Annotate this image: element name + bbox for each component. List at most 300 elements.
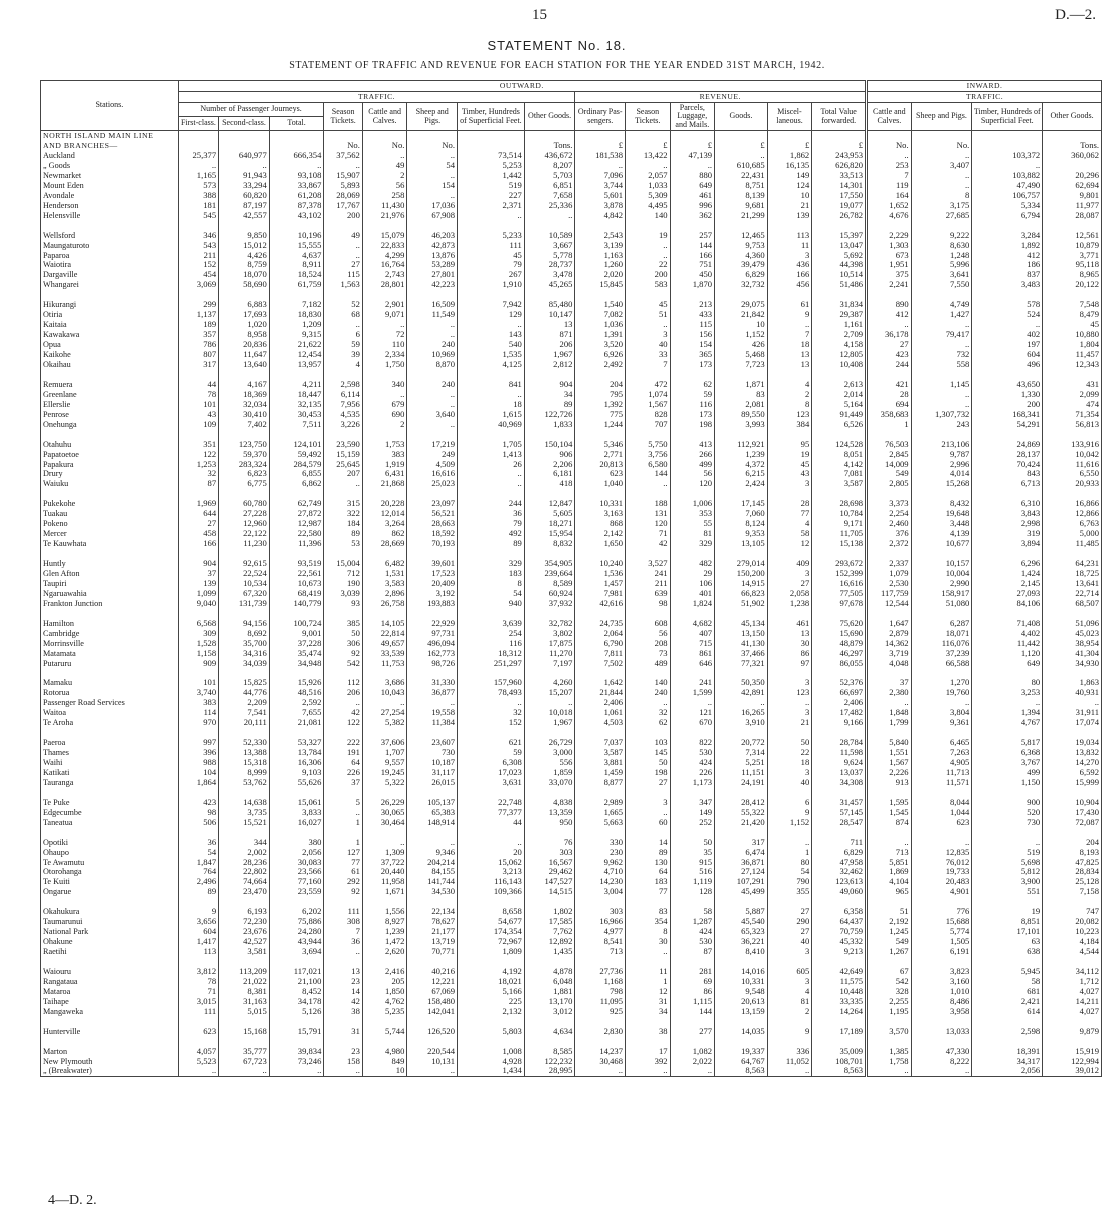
table-cell: 22,929 xyxy=(407,619,458,629)
table-row xyxy=(41,708,1102,718)
table-cell: 23,590 xyxy=(324,440,362,450)
table-cell: 329 xyxy=(458,559,525,569)
table-row xyxy=(41,410,1102,420)
table-cell: 13,359 xyxy=(524,808,575,818)
table-cell: 27 xyxy=(767,907,812,917)
table-cell xyxy=(575,788,626,798)
table-cell xyxy=(1043,370,1102,380)
table-row xyxy=(41,728,1102,738)
table-cell xyxy=(867,221,912,231)
table-cell: 861 xyxy=(670,649,715,659)
table-row xyxy=(41,201,1102,211)
table-cell: 10,880 xyxy=(1043,330,1102,340)
table-cell: 3,833 xyxy=(269,808,324,818)
table-cell: 16,764 xyxy=(362,260,407,270)
table-cell: 4,402 xyxy=(972,629,1043,639)
table-cell: 1,802 xyxy=(524,907,575,917)
table-cell: 31,834 xyxy=(812,300,867,310)
table-cell: 822 xyxy=(670,738,715,748)
table-cell: 183 xyxy=(626,877,671,887)
cattle-header: Cattle and Calves. xyxy=(362,102,407,130)
table-cell: 43,944 xyxy=(269,937,324,947)
table-cell xyxy=(219,430,270,440)
table-cell: 4 xyxy=(767,519,812,529)
table-cell: 293,672 xyxy=(812,559,867,569)
table-cell xyxy=(219,897,270,907)
table-cell: 3,744 xyxy=(575,181,626,191)
table-cell xyxy=(524,221,575,231)
table-row xyxy=(41,917,1102,927)
table-cell: 6,883 xyxy=(219,300,270,310)
table-cell: 380 xyxy=(269,838,324,848)
table-cell xyxy=(911,1037,972,1047)
table-cell: 6,763 xyxy=(1043,519,1102,529)
table-cell: 450 xyxy=(670,270,715,280)
table-cell: 121 xyxy=(670,708,715,718)
table-cell: 6,482 xyxy=(362,559,407,569)
table-cell: 18 xyxy=(767,340,812,350)
table-cell: 1,567 xyxy=(626,400,671,410)
station-name: Kaikohe xyxy=(41,350,179,360)
table-cell: 15,521 xyxy=(219,818,270,828)
table-cell: 1,006 xyxy=(670,499,715,509)
table-cell: 22,833 xyxy=(362,241,407,251)
table-cell: 13 xyxy=(524,320,575,330)
table-cell: 1,535 xyxy=(458,350,525,360)
table-cell: 148,914 xyxy=(407,818,458,828)
table-cell: 6,926 xyxy=(575,350,626,360)
station-name: Okaihau xyxy=(41,360,179,370)
table-cell: 45,332 xyxy=(812,937,867,947)
table-cell: 9,353 xyxy=(715,529,768,539)
table-cell: 3,694 xyxy=(269,947,324,957)
table-cell: 98 xyxy=(626,599,671,609)
table-cell: .. xyxy=(867,1066,912,1076)
table-cell xyxy=(269,430,324,440)
table-cell xyxy=(324,131,362,141)
table-cell: 80 xyxy=(972,678,1043,688)
table-cell: 549 xyxy=(867,937,912,947)
table-cell xyxy=(670,370,715,380)
table-cell: .. xyxy=(911,838,972,848)
table-cell xyxy=(324,430,362,440)
table-cell: 828 xyxy=(626,410,671,420)
table-cell: 45,540 xyxy=(715,917,768,927)
table-row xyxy=(41,738,1102,748)
table-cell: 21,100 xyxy=(269,977,324,987)
table-cell: 18,271 xyxy=(524,519,575,529)
table-cell: 551 xyxy=(972,887,1043,897)
table-cell: 97,731 xyxy=(407,629,458,639)
station-name: Penrose xyxy=(41,410,179,420)
table-cell xyxy=(1043,957,1102,967)
table-cell: 206 xyxy=(524,340,575,350)
table-cell: 6,592 xyxy=(1043,768,1102,778)
table-cell: 1,824 xyxy=(670,599,715,609)
table-cell: 3,163 xyxy=(575,509,626,519)
first-class-header: First-class. xyxy=(178,117,218,131)
table-cell: 127 xyxy=(324,848,362,858)
table-row xyxy=(41,260,1102,270)
station-name: Mount Eden xyxy=(41,181,179,191)
table-cell: 913 xyxy=(867,778,912,788)
table-cell xyxy=(626,1037,671,1047)
table-cell: 1,435 xyxy=(524,947,575,957)
table-cell: 68,507 xyxy=(1043,599,1102,609)
table-row xyxy=(41,519,1102,529)
table-cell xyxy=(524,1017,575,1027)
table-cell: 2 xyxy=(362,420,407,430)
table-cell xyxy=(1043,1037,1102,1047)
table-cell: 5,744 xyxy=(362,1027,407,1037)
table-cell: 220,544 xyxy=(407,1047,458,1057)
table-cell: 8,541 xyxy=(575,937,626,947)
table-cell: 50 xyxy=(626,758,671,768)
table-cell: 1,244 xyxy=(575,420,626,430)
station-name xyxy=(41,489,179,499)
table-cell: 10,677 xyxy=(911,539,972,549)
table-cell: 19,733 xyxy=(911,867,972,877)
table-cell: 1,665 xyxy=(575,808,626,818)
table-row xyxy=(41,529,1102,539)
table-cell: 8,965 xyxy=(1043,270,1102,280)
table-cell: 9 xyxy=(178,907,218,917)
table-cell: 18,021 xyxy=(458,977,525,987)
table-cell: 18,830 xyxy=(269,310,324,320)
table-cell: 8,193 xyxy=(1043,848,1102,858)
table-cell: 47,958 xyxy=(812,858,867,868)
table-cell: 1,417 xyxy=(178,937,218,947)
table-cell: 21 xyxy=(767,201,812,211)
table-cell: .. xyxy=(626,241,671,251)
table-cell: 412 xyxy=(972,251,1043,261)
table-cell: 13 xyxy=(324,967,362,977)
table-cell: 3 xyxy=(767,251,812,261)
table-cell: 23,470 xyxy=(219,887,270,897)
table-cell: 712 xyxy=(324,569,362,579)
table-cell: 17 xyxy=(626,1047,671,1057)
table-cell: 1,309 xyxy=(362,848,407,858)
table-cell: 9,103 xyxy=(269,768,324,778)
table-cell: 188 xyxy=(626,499,671,509)
table-row xyxy=(41,619,1102,629)
table-cell: 3,993 xyxy=(715,420,768,430)
table-cell: 144 xyxy=(670,241,715,251)
table-cell: 7,158 xyxy=(1043,887,1102,897)
table-cell: 2,620 xyxy=(362,947,407,957)
table-cell: 36,877 xyxy=(407,688,458,698)
table-cell xyxy=(812,549,867,559)
table-cell xyxy=(767,489,812,499)
table-cell: 4,682 xyxy=(670,619,715,629)
table-cell: 317 xyxy=(715,838,768,848)
station-name: Whangarei xyxy=(41,280,179,290)
table-cell: 86 xyxy=(670,987,715,997)
table-cell: 7,502 xyxy=(575,659,626,669)
table-cell: 13,105 xyxy=(715,539,768,549)
table-cell: 904 xyxy=(524,380,575,390)
station-name: Ohaupo xyxy=(41,848,179,858)
table-cell xyxy=(626,430,671,440)
table-cell xyxy=(972,141,1043,151)
table-cell: 7,096 xyxy=(575,171,626,181)
table-cell: 184 xyxy=(324,519,362,529)
station-name: Auckland xyxy=(41,151,179,161)
table-cell: 3,483 xyxy=(972,280,1043,290)
table-cell: 281 xyxy=(670,967,715,977)
table-cell: 38 xyxy=(626,1027,671,1037)
table-cell: 11,151 xyxy=(715,768,768,778)
table-cell: 5,253 xyxy=(458,161,525,171)
table-cell: 2,845 xyxy=(867,450,912,460)
table-cell: 4,509 xyxy=(407,460,458,470)
table-cell: 98 xyxy=(178,808,218,818)
station-name xyxy=(41,788,179,798)
table-cell: 16,616 xyxy=(812,579,867,589)
table-cell: 173 xyxy=(670,410,715,420)
table-cell: 130 xyxy=(626,858,671,868)
table-cell: 6,191 xyxy=(911,947,972,957)
table-cell: 87 xyxy=(178,479,218,489)
table-cell: 8 xyxy=(767,400,812,410)
table-row xyxy=(41,1066,1102,1076)
table-cell: 8,207 xyxy=(524,161,575,171)
table-cell: 21,081 xyxy=(269,718,324,728)
table-cell xyxy=(715,609,768,619)
table-row xyxy=(41,310,1102,320)
table-cell: 190 xyxy=(324,579,362,589)
table-cell: 358,683 xyxy=(867,410,912,420)
table-cell xyxy=(767,290,812,300)
table-cell xyxy=(812,668,867,678)
table-cell: 20,296 xyxy=(1043,171,1102,181)
table-cell: 24,191 xyxy=(715,778,768,788)
table-cell: .. xyxy=(458,390,525,400)
station-name: Pukekohe xyxy=(41,499,179,509)
station-name: Cambridge xyxy=(41,629,179,639)
table-cell: 166 xyxy=(767,270,812,280)
table-cell: 3,015 xyxy=(178,997,218,1007)
table-cell: 347 xyxy=(670,798,715,808)
table-cell: 322 xyxy=(324,509,362,519)
table-cell xyxy=(715,489,768,499)
table-cell: 10,018 xyxy=(524,708,575,718)
table-cell: 2,145 xyxy=(972,579,1043,589)
table-cell: 1,044 xyxy=(911,808,972,818)
table-cell xyxy=(972,668,1043,678)
table-row xyxy=(41,251,1102,261)
table-cell: 63 xyxy=(972,937,1043,947)
table-cell: 13,957 xyxy=(269,360,324,370)
table-cell xyxy=(715,897,768,907)
table-cell: 65,383 xyxy=(407,808,458,818)
table-cell: 12,014 xyxy=(362,509,407,519)
table-cell: 122,232 xyxy=(524,1057,575,1067)
table-cell: 149 xyxy=(670,808,715,818)
table-cell: 16,866 xyxy=(1043,499,1102,509)
table-cell xyxy=(767,131,812,141)
table-cell: 7,081 xyxy=(812,469,867,479)
table-cell: 86,055 xyxy=(812,659,867,669)
table-cell: 7,037 xyxy=(575,738,626,748)
table-cell xyxy=(362,430,407,440)
table-cell: 1,536 xyxy=(575,569,626,579)
table-cell xyxy=(362,828,407,838)
table-cell: .. xyxy=(219,1066,270,1076)
table-cell: 1,245 xyxy=(867,927,912,937)
table-cell: 51 xyxy=(867,907,912,917)
table-body xyxy=(41,131,1102,1077)
table-cell: .. xyxy=(524,211,575,221)
table-row xyxy=(41,818,1102,828)
total-journeys-header: Total. xyxy=(269,117,324,131)
station-name: „ (Breakwater) xyxy=(41,1066,179,1076)
table-cell: 3,139 xyxy=(575,241,626,251)
table-cell: 5,774 xyxy=(911,927,972,937)
table-cell: 46,203 xyxy=(407,231,458,241)
table-cell: 61 xyxy=(324,867,362,877)
table-cell: 3,767 xyxy=(972,758,1043,768)
table-cell: 542 xyxy=(324,659,362,669)
table-cell: 39,012 xyxy=(1043,1066,1102,1076)
table-cell: 1,248 xyxy=(911,251,972,261)
table-cell: 4 xyxy=(767,380,812,390)
table-cell: 14,016 xyxy=(715,967,768,977)
table-cell: 354 xyxy=(626,917,671,927)
table-cell: 89,550 xyxy=(715,410,768,420)
table-cell: 2 xyxy=(362,171,407,181)
station-name: Ellerslie xyxy=(41,400,179,410)
table-cell: 8,563 xyxy=(812,1066,867,1076)
table-cell: 6,310 xyxy=(972,499,1043,509)
table-cell: 83 xyxy=(715,390,768,400)
table-cell: 290 xyxy=(767,917,812,927)
table-cell: 35 xyxy=(670,848,715,858)
table-row xyxy=(41,330,1102,340)
table-cell: 22,814 xyxy=(362,629,407,639)
table-cell xyxy=(407,290,458,300)
table-cell: 66,697 xyxy=(812,688,867,698)
table-cell: .. xyxy=(362,320,407,330)
table-cell: 354,905 xyxy=(524,559,575,569)
table-cell xyxy=(1043,131,1102,141)
table-cell: 1,119 xyxy=(670,877,715,887)
table-cell: 131 xyxy=(626,509,671,519)
table-cell: 17,767 xyxy=(324,201,362,211)
table-cell: 73 xyxy=(626,649,671,659)
table-cell: 1,145 xyxy=(911,380,972,390)
table-cell: 30,410 xyxy=(219,410,270,420)
table-cell: 19 xyxy=(972,907,1043,917)
table-cell: 492 xyxy=(458,529,525,539)
table-cell: .. xyxy=(911,320,972,330)
table-cell: 49,060 xyxy=(812,887,867,897)
table-cell xyxy=(219,668,270,678)
table-cell: 42,891 xyxy=(715,688,768,698)
table-cell: 6,358 xyxy=(812,907,867,917)
second-class-header: Second-class. xyxy=(219,117,270,131)
table-cell: .. xyxy=(407,330,458,340)
table-cell: 123 xyxy=(767,410,812,420)
table-cell xyxy=(911,430,972,440)
table-cell: 35,474 xyxy=(269,649,324,659)
table-cell: 2,020 xyxy=(575,270,626,280)
table-cell: 1,871 xyxy=(715,380,768,390)
table-cell xyxy=(670,609,715,619)
table-cell: 56,521 xyxy=(407,509,458,519)
table-cell: 1,239 xyxy=(362,927,407,937)
table-cell: 51,486 xyxy=(812,280,867,290)
page-reference: D.—2. xyxy=(1055,7,1096,23)
table-cell: 3,639 xyxy=(458,619,525,629)
table-cell xyxy=(911,897,972,907)
table-cell xyxy=(219,828,270,838)
table-cell: 340 xyxy=(362,380,407,390)
table-cell: 30 xyxy=(626,937,671,947)
table-cell: 77,160 xyxy=(269,877,324,887)
table-cell: 20 xyxy=(458,848,525,858)
table-cell xyxy=(911,728,972,738)
table-cell: 1,392 xyxy=(575,400,626,410)
table-cell: 3 xyxy=(767,947,812,957)
table-cell: 208 xyxy=(626,639,671,649)
table-cell: 45 xyxy=(458,251,525,261)
table-cell: 14,515 xyxy=(524,887,575,897)
table-cell: 14,211 xyxy=(1043,997,1102,1007)
table-cell: 8,870 xyxy=(407,360,458,370)
table-row xyxy=(41,778,1102,788)
table-cell: 2,996 xyxy=(911,460,972,470)
station-name: Otiria xyxy=(41,310,179,320)
table-cell: 22,561 xyxy=(269,569,324,579)
table-cell: 124,528 xyxy=(812,440,867,450)
table-cell: 12 xyxy=(626,987,671,997)
table-cell: 200 xyxy=(324,211,362,221)
table-cell xyxy=(626,957,671,967)
table-cell: .. xyxy=(219,161,270,171)
table-cell: 54 xyxy=(767,867,812,877)
table-cell: 27,872 xyxy=(269,509,324,519)
table-cell: 72,087 xyxy=(1043,818,1102,828)
table-cell: 2,896 xyxy=(362,589,407,599)
table-cell xyxy=(362,1017,407,1027)
table-cell xyxy=(219,1037,270,1047)
table-cell: 2,254 xyxy=(867,509,912,519)
table-cell: 20,111 xyxy=(219,718,270,728)
table-cell xyxy=(269,788,324,798)
table-cell: 44 xyxy=(458,818,525,828)
table-cell: 5,346 xyxy=(575,440,626,450)
table-cell: 2,241 xyxy=(867,280,912,290)
table-cell xyxy=(178,897,218,907)
table-cell: 8,139 xyxy=(715,191,768,201)
table-cell: 34,039 xyxy=(219,659,270,669)
table-cell: 122 xyxy=(324,718,362,728)
table-cell: 53,762 xyxy=(219,778,270,788)
table-cell xyxy=(626,131,671,141)
table-cell: 900 xyxy=(972,798,1043,808)
table-cell: 42 xyxy=(626,539,671,549)
table-cell: 13,033 xyxy=(911,1027,972,1037)
table-cell: 640,977 xyxy=(219,151,270,161)
station-name xyxy=(41,290,179,300)
table-cell: 16,567 xyxy=(524,858,575,868)
table-cell: 140 xyxy=(626,211,671,221)
table-cell: 42,557 xyxy=(219,211,270,221)
table-cell: 58 xyxy=(670,907,715,917)
table-cell: 11,485 xyxy=(1043,539,1102,549)
table-cell: 950 xyxy=(524,818,575,828)
